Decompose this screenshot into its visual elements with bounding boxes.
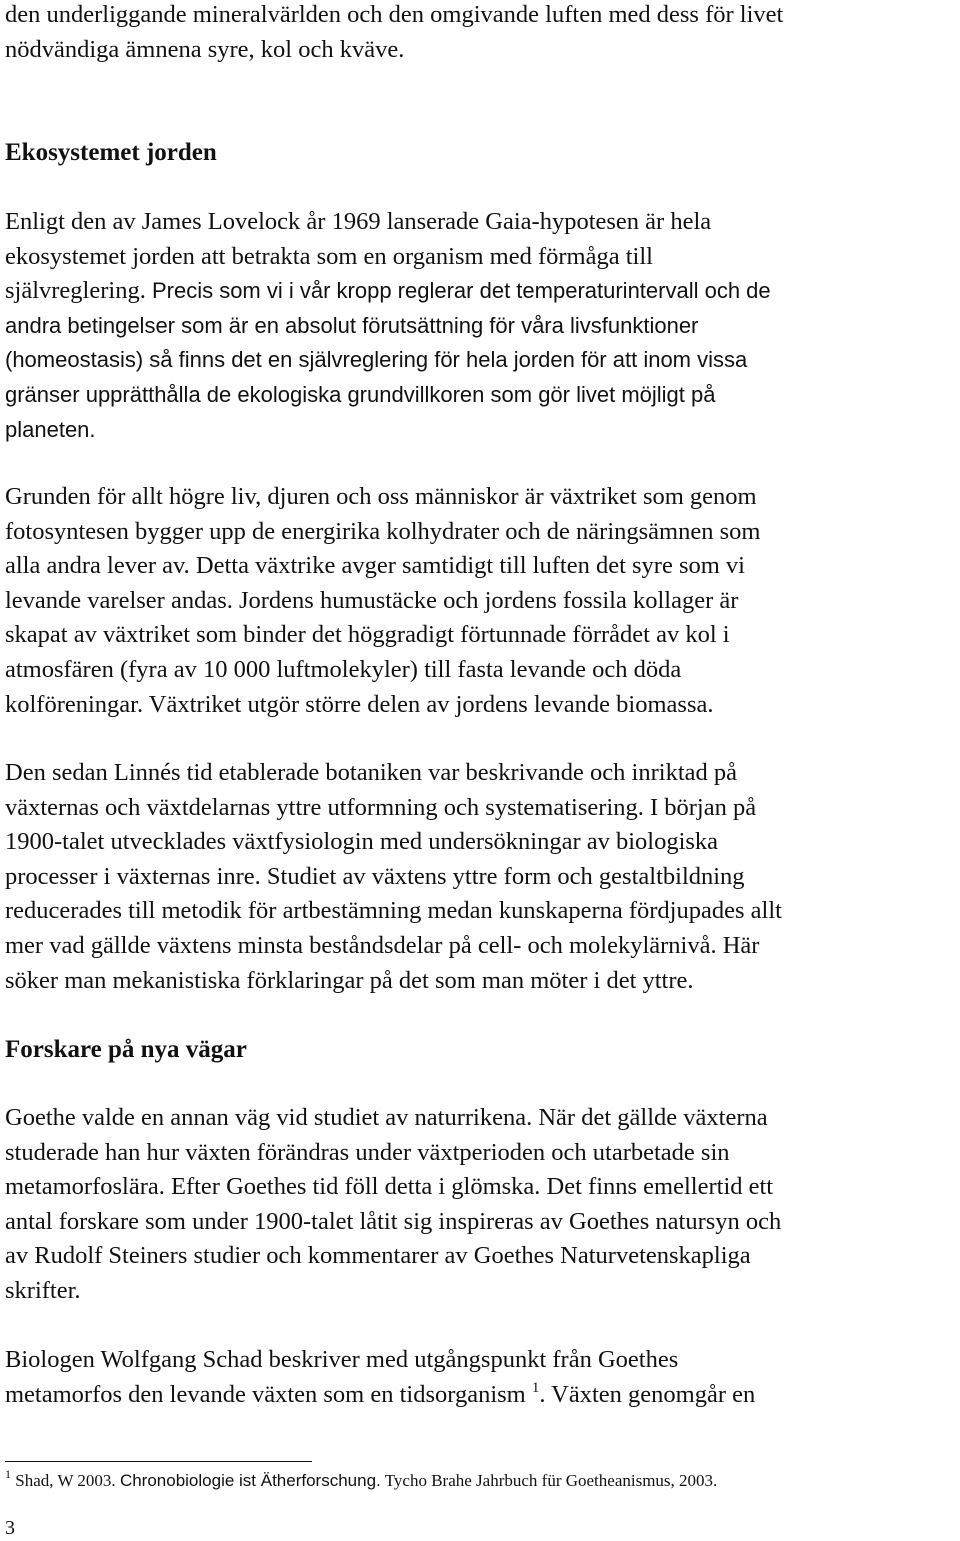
text-line: Enligt den av James Lovelock år 1969 lanserade Gaia-hypotesen är hela [5, 208, 712, 235]
page-number: 3 [5, 1517, 15, 1539]
paragraph-goethe [5, 1101, 781, 1309]
text-fragment: . Växten genomgår en [539, 1380, 756, 1408]
text-line: Biologen Wolfgang Schad beskriver med utgångspunkt från Goethes [5, 1346, 679, 1373]
text-line: nödvändiga ämnena syre, kol och kväve. [5, 35, 405, 63]
text-fragment: självreglering. [5, 277, 146, 305]
text-line: fotosyntesen bygger upp de energirika kolhydrater och de näringsämnen som [5, 517, 761, 545]
text-line: Den sedan Linnés tid etablerade botaniken var beskrivande och inriktad på [5, 759, 738, 786]
text-line: 1900-talet utvecklades växtfysiologin med undersökningar av biologiska [5, 828, 719, 856]
text-line: den underliggande mineralvärlden och den omgivande luften med dess för livet [5, 1, 784, 28]
text-fragment: metamorfos den levande växten som en tidsorganism [5, 1380, 532, 1408]
text-line: metamorfoslära. Efter Goethes tid föll detta i glömska. Det finns emellertid ett [5, 1173, 774, 1201]
text-line: reducerades till metodik för artbestämning medan kunskaperna fördjupades allt [5, 897, 782, 925]
text-line: Goethe valde en annan väg vid studiet av naturrikena. När det gällde växterna [5, 1104, 768, 1131]
text-line: antal forskare som under 1900-talet låtit sig inspireras av Goethes natursyn och [5, 1207, 782, 1235]
text-line: av Rudolf Steiners studier och kommentarer av Goethes Naturvetenskapliga [5, 1242, 751, 1270]
text-fragment: Precis som vi i vår kropp reglerar det temperaturintervall och de [151, 278, 771, 304]
text-line: levande varelser andas. Jordens humustäcke och jordens fossila kollager är [5, 586, 739, 614]
document-page [5, 0, 957, 1541]
text-line: gränser upprätthålla de ekologiska grundvillkoren som gör livet möjligt på [5, 381, 716, 407]
text-line: växternas och växtdelarnas yttre utformning och systematisering. I början på [5, 793, 757, 821]
text-line: processer i växternas inre. Studiet av växtens yttre form och gestaltbildning [5, 862, 745, 890]
footnote-title: Chronobiologie ist Ätherforschung. [119, 1471, 381, 1490]
section-heading-ekosystemet: Ekosystemet jorden [5, 139, 217, 166]
text-line: skapat av växtriket som binder det höggradigt förtunnade förrådet av kol i [5, 621, 730, 649]
text-line: söker man mekanistiska förklaringar på det som man möter i det yttre. [5, 966, 694, 994]
paragraph-gaia [5, 205, 771, 447]
text-line: studerade han hur växten förändras under växtperioden och utarbetade sin [5, 1138, 730, 1166]
text-line: planeten. [5, 416, 96, 442]
section-heading-forskare: Forskare på nya vägar [5, 1036, 247, 1063]
text-line: andra betingelser som är en absolut förutsättning för våra livsfunktioner [5, 312, 699, 338]
intro-paragraph [5, 0, 783, 67]
text-line [5, 274, 771, 309]
footnote-text: Shad, W 2003. [11, 1471, 120, 1490]
footnote-reference[interactable]: 1 [531, 1379, 540, 1396]
text-line: Grunden för allt högre liv, djuren och oss människor är växtriket som genom [5, 483, 757, 510]
footnote [5, 1467, 718, 1492]
footnote-marker: 1 [5, 1467, 11, 1481]
paragraph-botaniken [5, 756, 782, 998]
text-line: kolföreningar. Växtriket utgör större delen av jordens levande biomassa. [5, 690, 714, 718]
footnote-source: Tycho Brahe Jahrbuch für Goetheanismus, 2003. [380, 1471, 718, 1490]
text-line: (homeostasis) så finns det en självreglering för hela jorden för att inom vissa [5, 347, 748, 373]
text-line: atmosfären (fyra av 10 000 luftmolekyler) till fasta levande och döda [5, 655, 682, 683]
text-line: alla andra lever av. Detta växtrike avger samtidigt till luften det syre som vi [5, 552, 745, 580]
text-line: ekosystemet jorden att betrakta som en organism med förmåga till [5, 242, 653, 270]
footnote-divider [5, 1461, 312, 1462]
paragraph-schad [5, 1343, 755, 1412]
text-line [5, 1378, 755, 1413]
text-line: skrifter. [5, 1276, 81, 1304]
paragraph-vaxtriket [5, 480, 760, 722]
text-line: mer vad gällde växtens minsta beståndsdelar på cell- och molekylärnivå. Här [5, 931, 760, 959]
